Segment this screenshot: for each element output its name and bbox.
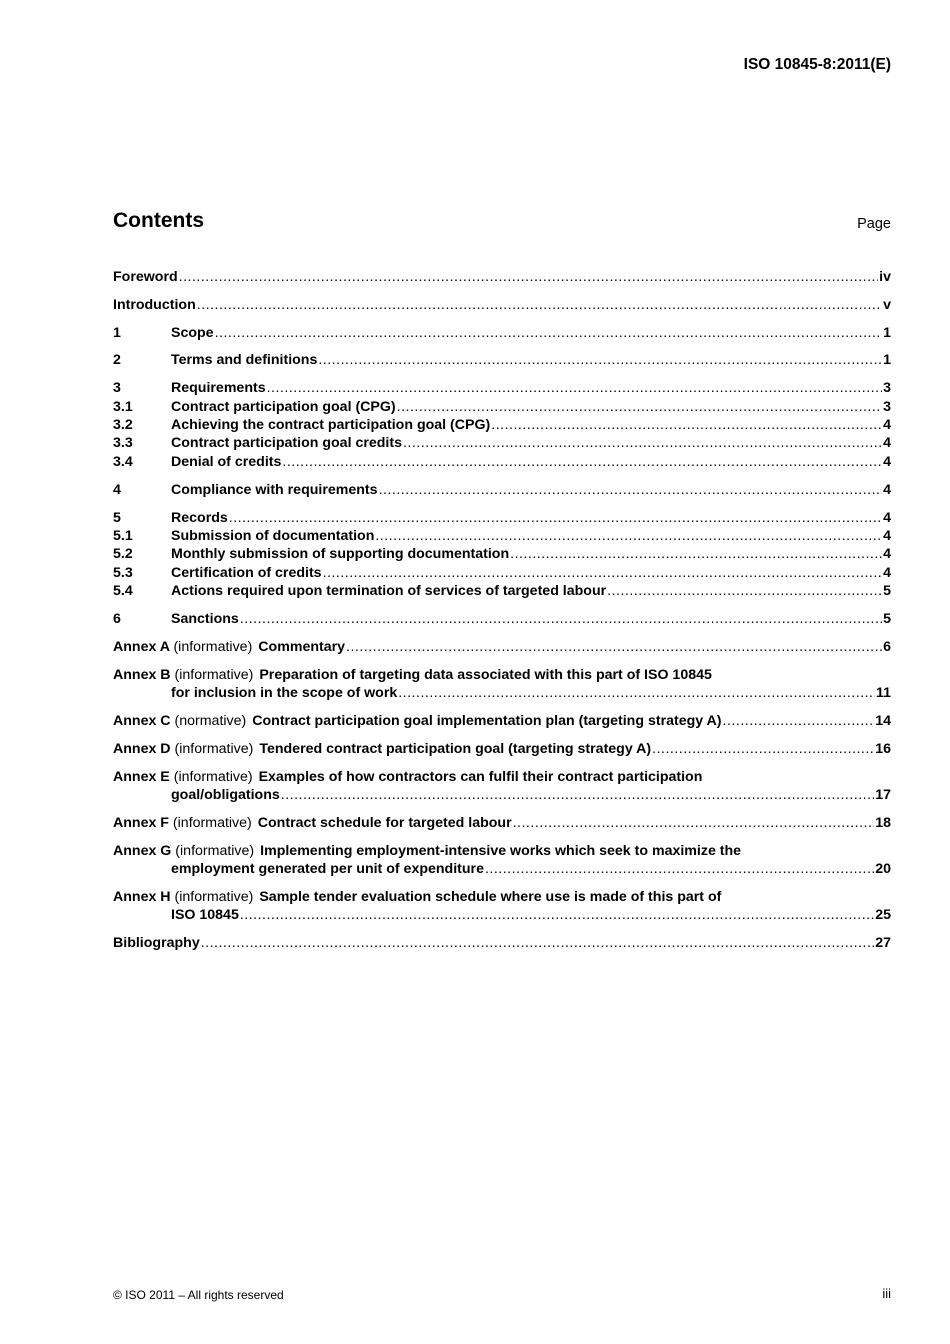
toc-entry-annex-f[interactable] [113, 814, 891, 833]
dot-leader [229, 509, 882, 528]
annex-title-continued: employment generated per unit of expenditure [171, 861, 484, 877]
toc-entry-clause[interactable] [113, 610, 891, 629]
toc-number: 5.3 [113, 565, 133, 581]
toc-entry-annex-e[interactable] [113, 768, 702, 787]
annex-kind: (informative) [175, 843, 255, 859]
toc-page: 20 [875, 861, 891, 877]
dot-leader [346, 638, 882, 657]
toc-page: 4 [883, 435, 891, 451]
toc-entry-annex-h[interactable] [113, 888, 721, 907]
toc-entry-annex-a[interactable] [113, 638, 891, 657]
toc-number: 5.2 [113, 546, 133, 562]
annex-title: Implementing employment-intensive works which seek to maximize the [260, 843, 742, 859]
toc-entry-clause[interactable] [113, 509, 891, 528]
dot-leader [397, 398, 882, 417]
toc-page: 4 [883, 482, 891, 498]
toc-number: 3.3 [113, 435, 133, 451]
toc-entry-subclause[interactable] [113, 582, 891, 601]
toc-page: 11 [876, 685, 891, 701]
toc-title: Submission of documentation [171, 528, 375, 544]
toc-number: 5.1 [113, 528, 133, 544]
toc-number: 3.1 [113, 399, 133, 415]
toc-entry-subclause[interactable] [113, 564, 891, 583]
annex-title: Contract schedule for targeted labour [257, 815, 512, 831]
toc-title: Terms and definitions [171, 352, 318, 368]
toc-page: v [883, 297, 891, 313]
dot-leader [197, 296, 882, 315]
toc-page: 3 [883, 380, 891, 396]
document-id: ISO 10845-8:2011(E) [743, 56, 891, 73]
dot-leader [485, 860, 874, 879]
annex-kind: (normative) [174, 713, 247, 729]
toc-entry-subclause[interactable] [113, 527, 891, 546]
toc-number: 3 [113, 380, 121, 396]
toc-entry-annex-g[interactable] [113, 842, 741, 861]
toc-title: Certification of credits [171, 565, 322, 581]
page-column-label: Page [857, 216, 891, 232]
dot-leader [282, 453, 882, 472]
annex-title: Preparation of targeting data associated with this part of ISO 10845 [259, 667, 712, 683]
toc-entry-annex-c[interactable] [113, 712, 891, 731]
dot-leader [403, 434, 882, 453]
dot-leader [398, 684, 875, 703]
dot-leader [323, 564, 883, 583]
toc-entry-annex-d[interactable] [113, 740, 891, 759]
toc-title: Contract participation goal (CPG) [171, 399, 396, 415]
annex-kind: (informative) [173, 639, 253, 655]
toc-page: 5 [883, 611, 891, 627]
toc-number: 6 [113, 611, 121, 627]
dot-leader [723, 712, 875, 731]
toc-title: Records [171, 510, 228, 526]
annex-title: Sample tender evaluation schedule where use is made of this part of [259, 889, 722, 905]
annex-label: Annex F [113, 815, 169, 831]
toc-entry-subclause[interactable] [113, 453, 891, 472]
dot-leader [240, 610, 882, 629]
dot-leader [510, 545, 882, 564]
toc-page: 4 [883, 454, 891, 470]
toc-entry-subclause[interactable] [113, 398, 891, 417]
annex-label: Annex B [113, 667, 171, 683]
annex-title-continued: goal/obligations [171, 787, 280, 803]
dot-leader [201, 934, 875, 953]
annex-label: Annex C [113, 713, 171, 729]
toc-title: Introduction [113, 297, 196, 313]
dot-leader [215, 324, 883, 343]
toc-title: Achieving the contract participation goal (CPG) [171, 417, 491, 433]
dot-leader [281, 786, 874, 805]
toc-entry-subclause[interactable] [113, 545, 891, 564]
toc-title: Contract participation goal credits [171, 435, 402, 451]
toc-entry-introduction[interactable] [113, 296, 891, 315]
toc-page: 6 [883, 639, 891, 655]
toc-title: Denial of credits [171, 454, 282, 470]
toc-title: Sanctions [171, 611, 239, 627]
toc-title: Scope [171, 325, 214, 341]
contents-heading: Contents [113, 209, 204, 232]
toc-entry-annex-b-continuation[interactable] [113, 684, 891, 703]
annex-kind: (informative) [172, 815, 252, 831]
toc-entry-subclause[interactable] [113, 434, 891, 453]
annex-kind: (informative) [173, 769, 253, 785]
toc-number: 5 [113, 510, 121, 526]
toc-page: 1 [883, 352, 891, 368]
toc-title [113, 740, 651, 759]
toc-title [113, 638, 345, 657]
annex-kind: (informative) [174, 667, 254, 683]
toc-page: 1 [883, 325, 891, 341]
annex-kind: (informative) [174, 889, 254, 905]
toc-page: 18 [875, 815, 891, 831]
annex-label: Annex A [113, 639, 170, 655]
dot-leader [375, 527, 882, 546]
toc-entry-bibliography[interactable] [113, 934, 891, 953]
toc-entry-annex-g-continuation[interactable] [113, 860, 891, 879]
toc-entry-foreword[interactable] [113, 268, 891, 287]
toc-page: 25 [875, 907, 891, 923]
dot-leader [491, 416, 882, 435]
toc-entry-clause[interactable] [113, 351, 891, 370]
toc-page: 5 [883, 583, 891, 599]
dot-leader [607, 582, 882, 601]
toc-entry-annex-h-continuation[interactable] [113, 906, 891, 925]
dot-leader [379, 481, 883, 500]
toc-number: 5.4 [113, 583, 133, 599]
toc-entry-annex-e-continuation[interactable] [113, 786, 891, 805]
annex-title-continued: for inclusion in the scope of work [171, 685, 398, 701]
toc-title: Requirements [171, 380, 266, 396]
dot-leader [179, 268, 879, 287]
toc-number: 4 [113, 482, 121, 498]
toc-title: Monthly submission of supporting documentation [171, 546, 510, 562]
toc-page: 4 [883, 546, 891, 562]
toc-entry-clause[interactable] [113, 481, 891, 500]
toc-number: 1 [113, 325, 121, 341]
annex-kind: (informative) [174, 741, 254, 757]
toc-title [113, 712, 722, 731]
toc-page: 3 [883, 399, 891, 415]
annex-title: Contract participation goal implementation plan (targeting strategy A) [252, 713, 722, 729]
annex-label: Annex D [113, 741, 171, 757]
toc-page: iv [879, 269, 891, 285]
toc-page: 4 [883, 565, 891, 581]
toc-page: 14 [875, 713, 891, 729]
toc-entry-annex-b[interactable] [113, 666, 712, 685]
dot-leader [513, 814, 875, 833]
dot-leader [240, 906, 874, 925]
dot-leader [267, 379, 883, 398]
toc-page: 4 [883, 417, 891, 433]
toc-page: 17 [875, 787, 891, 803]
toc-page: 4 [883, 528, 891, 544]
annex-title: Examples of how contractors can fulfil their contract participation [258, 769, 703, 785]
page-number: iii [882, 1286, 891, 1301]
toc-page: 27 [875, 935, 891, 951]
annex-label: Annex H [113, 889, 171, 905]
toc-title: Bibliography [113, 935, 200, 951]
annex-label: Annex G [113, 843, 172, 859]
toc-page: 16 [875, 741, 891, 757]
toc-title: Compliance with requirements [171, 482, 378, 498]
annex-title: Tendered contract participation goal (targeting strategy A) [259, 741, 652, 757]
toc-entry-subclause[interactable] [113, 416, 891, 435]
toc-page: 4 [883, 510, 891, 526]
toc-entry-clause[interactable] [113, 324, 891, 343]
annex-title-continued: ISO 10845 [171, 907, 239, 923]
toc-entry-clause[interactable] [113, 379, 891, 398]
annex-label: Annex E [113, 769, 170, 785]
copyright-notice: © ISO 2011 – All rights reserved [113, 1288, 284, 1302]
dot-leader [318, 351, 882, 370]
toc-number: 3.4 [113, 454, 133, 470]
dot-leader [652, 740, 874, 759]
toc-title: Actions required upon termination of services of targeted labour [171, 583, 607, 599]
toc-number: 2 [113, 352, 121, 368]
toc-title: Foreword [113, 269, 178, 285]
annex-title: Commentary [258, 639, 346, 655]
toc-title [113, 814, 512, 833]
toc-number: 3.2 [113, 417, 133, 433]
